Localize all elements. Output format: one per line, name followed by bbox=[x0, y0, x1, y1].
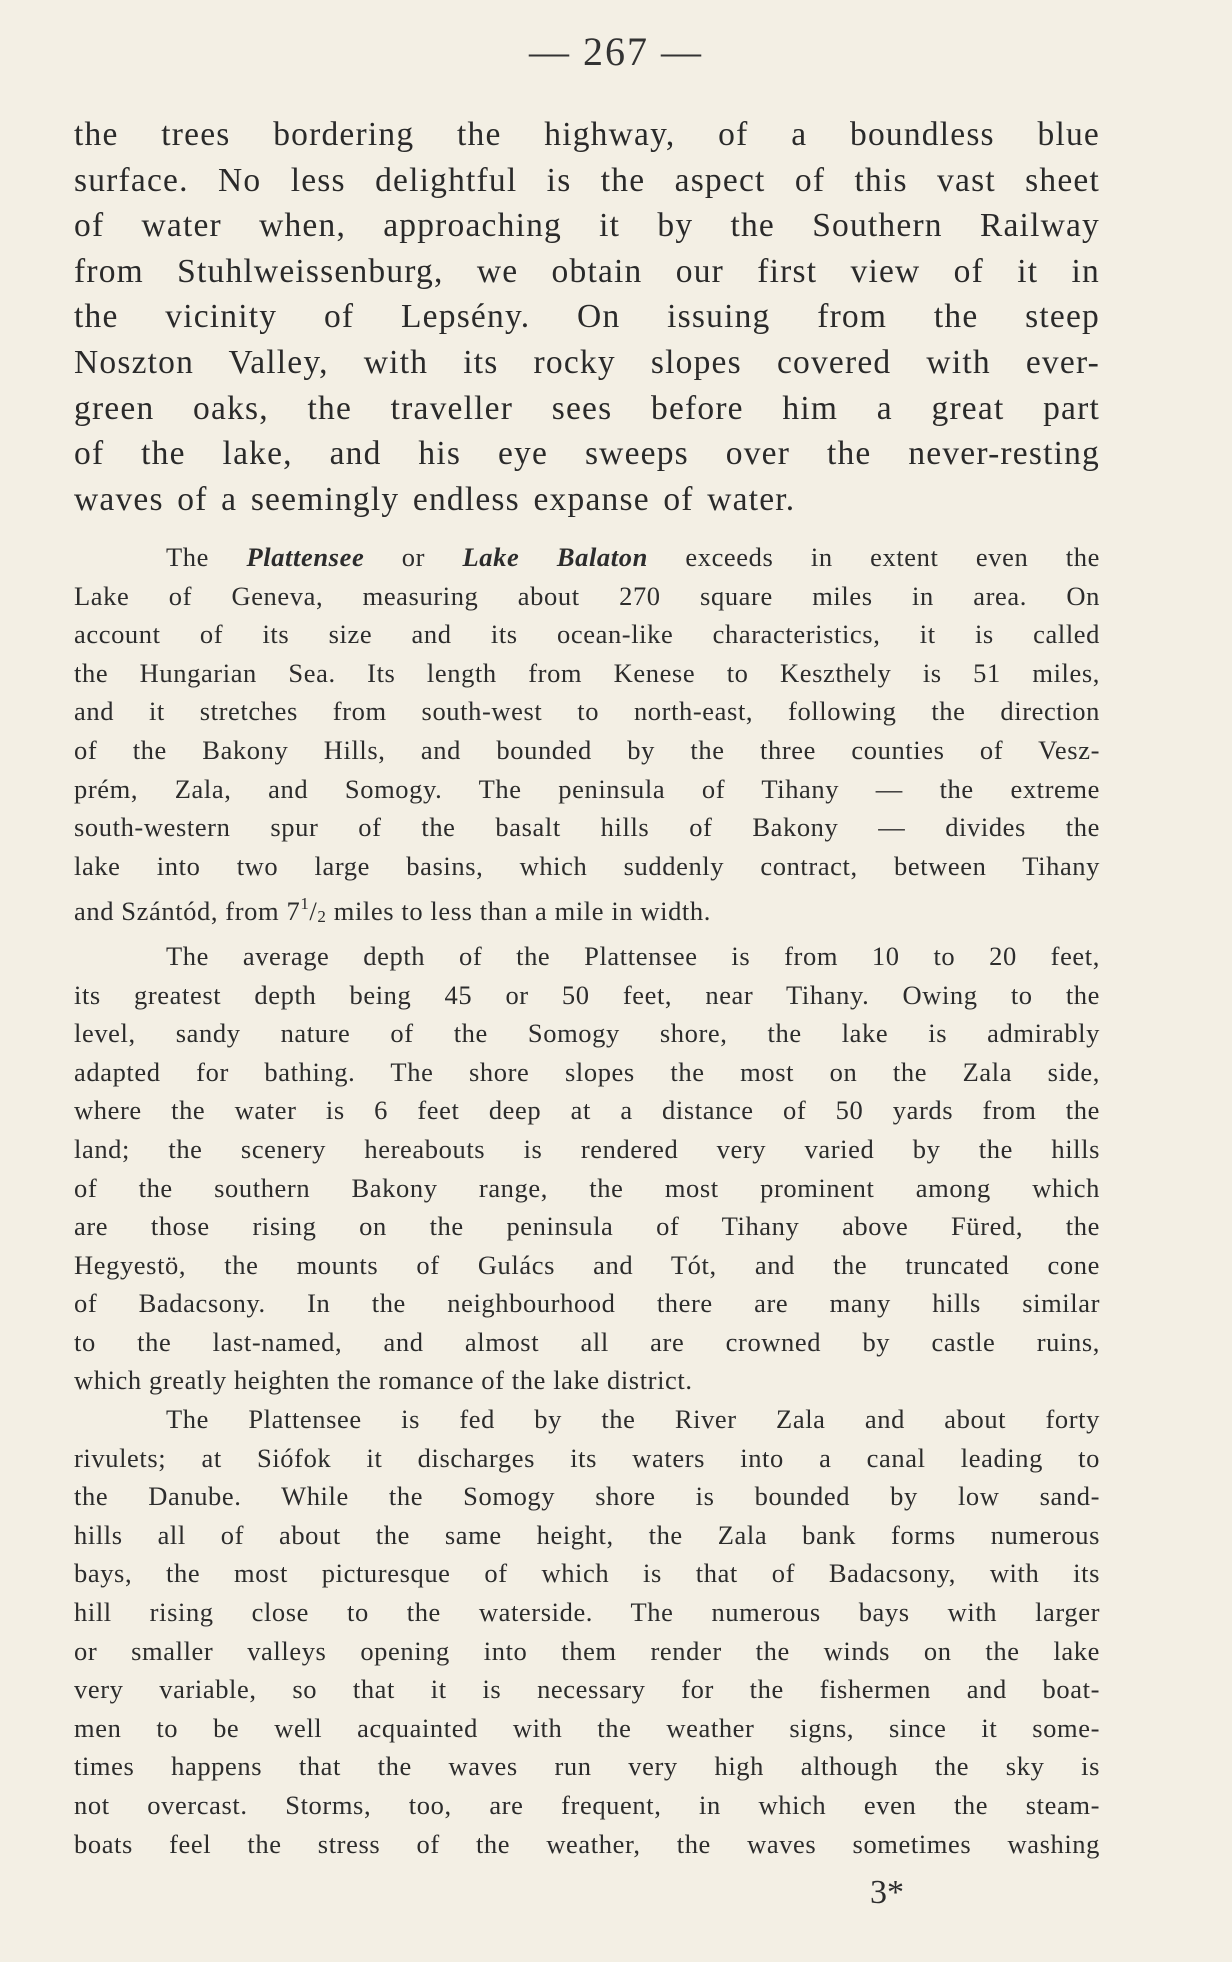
text-line: where the water is 6 feet deep at a distance of 50 yards from the bbox=[74, 1095, 1100, 1126]
text-run: and Szántód, from 7 bbox=[74, 896, 301, 927]
text-line: waves of a seemingly endless expanse of water. bbox=[74, 480, 796, 518]
text-line: of the lake, and his eye sweeps over the never-resting bbox=[74, 435, 1100, 473]
body-text bbox=[74, 538, 1100, 1863]
text-line: men to be well acquainted with the weather signs, since it some- bbox=[74, 1712, 1100, 1743]
text-line: green oaks, the traveller sees before him a great part bbox=[74, 389, 1100, 427]
text-line: not overcast. Storms, too, are frequent, in which even the steam- bbox=[74, 1790, 1100, 1820]
fraction-slash: / bbox=[309, 896, 318, 927]
lead-paragraph bbox=[74, 112, 1100, 522]
text-line: lake into two large basins, which suddenly contract, between Tihany bbox=[74, 850, 1100, 881]
text-line: the Hungarian Sea. Its length from Kenese to Keszthely is 51 miles, bbox=[74, 657, 1100, 688]
text-run: exceeds in extent even the bbox=[647, 542, 1100, 572]
text-line: or smaller valleys opening into them render the winds on the lake bbox=[74, 1635, 1100, 1666]
signature-mark: 3* bbox=[870, 1874, 904, 1911]
fraction-numerator: 1 bbox=[300, 894, 310, 914]
text-line: which greatly heighten the romance of the lake district. bbox=[74, 1365, 693, 1396]
text-line: of Badacsony. In the neighbourhood there are many hills similar bbox=[74, 1288, 1100, 1319]
text-line: the vicinity of Lepsény. On issuing from the steep bbox=[74, 298, 1100, 336]
text-line: Noszton Valley, with its rocky slopes covered with ever- bbox=[74, 343, 1100, 381]
text-line: boats feel the stress of the weather, the waves sometimes washing bbox=[74, 1828, 1100, 1859]
paragraph-first-line: The Plattensee is fed by the River Zala and about forty bbox=[166, 1404, 1100, 1435]
text-line: adapted for bathing. The shore slopes the most on the Zala side, bbox=[74, 1056, 1100, 1087]
text-line bbox=[74, 885, 1100, 937]
text-line: land; the scenery hereabouts is rendered very varied by the hills bbox=[74, 1133, 1100, 1164]
italic-term: Plattensee bbox=[246, 542, 365, 572]
text-line: the Danube. While the Somogy shore is bounded by low sand- bbox=[74, 1481, 1100, 1512]
text-line: level, sandy nature of the Somogy shore, the lake is admirably bbox=[74, 1018, 1100, 1049]
text-line: of water when, approaching it by the Southern Railway bbox=[74, 207, 1100, 245]
text-line: Lake of Geneva, measuring about 270 square miles in area. On bbox=[74, 580, 1100, 611]
text-line: hill rising close to the waterside. The numerous bays with larger bbox=[74, 1597, 1100, 1628]
paragraph-first-line bbox=[74, 538, 1100, 577]
text-line: of the Bakony Hills, and bounded by the three counties of Vesz- bbox=[74, 734, 1100, 765]
text-line: to the last-named, and almost all are crowned by castle ruins, bbox=[74, 1326, 1100, 1357]
text-line: times happens that the waves run very high although the sky is bbox=[74, 1751, 1100, 1782]
page-number: — 267 — bbox=[529, 29, 703, 74]
text-run: or bbox=[364, 542, 463, 572]
text-line: the trees bordering the highway, of a boundless blue bbox=[74, 116, 1100, 153]
text-run: The bbox=[166, 542, 247, 572]
text-line: from Stuhlweissenburg, we obtain our first view of it in bbox=[74, 252, 1100, 290]
fraction-denominator: 2 bbox=[317, 907, 327, 927]
text-line: bays, the most picturesque of which is that of Badacsony, with its bbox=[74, 1558, 1100, 1589]
paragraph-first-line: The average depth of the Plattensee is from 10 to 20 feet, bbox=[166, 940, 1100, 971]
text-run: miles to less than a mile in width. bbox=[326, 896, 711, 927]
text-line: are those rising on the peninsula of Tihany above Füred, the bbox=[74, 1211, 1100, 1242]
text-line: and it stretches from south-west to north-east, following the direction bbox=[74, 696, 1100, 727]
text-line: of the southern Bakony range, the most prominent among which bbox=[74, 1172, 1100, 1203]
text-line: hills all of about the same height, the Zala bank forms numerous bbox=[74, 1519, 1100, 1550]
text-line: surface. No less delightful is the aspect of this vast sheet bbox=[74, 161, 1100, 199]
text-line: account of its size and its ocean-like characteristics, it is called bbox=[74, 619, 1100, 650]
text-line: very variable, so that it is necessary for the fishermen and boat- bbox=[74, 1674, 1100, 1705]
text-line: south-western spur of the basalt hills of Bakony — divides the bbox=[74, 812, 1100, 843]
text-line: rivulets; at Siófok it discharges its waters into a canal leading to bbox=[74, 1442, 1100, 1473]
text-line: prém, Zala, and Somogy. The peninsula of Tihany — the extreme bbox=[74, 773, 1100, 804]
text-line: its greatest depth being 45 or 50 feet, near Tihany. Owing to the bbox=[74, 979, 1100, 1010]
text-line: Hegyestö, the mounts of Gulács and Tót, and the truncated cone bbox=[74, 1249, 1100, 1280]
italic-term: Lake Balaton bbox=[462, 542, 648, 572]
